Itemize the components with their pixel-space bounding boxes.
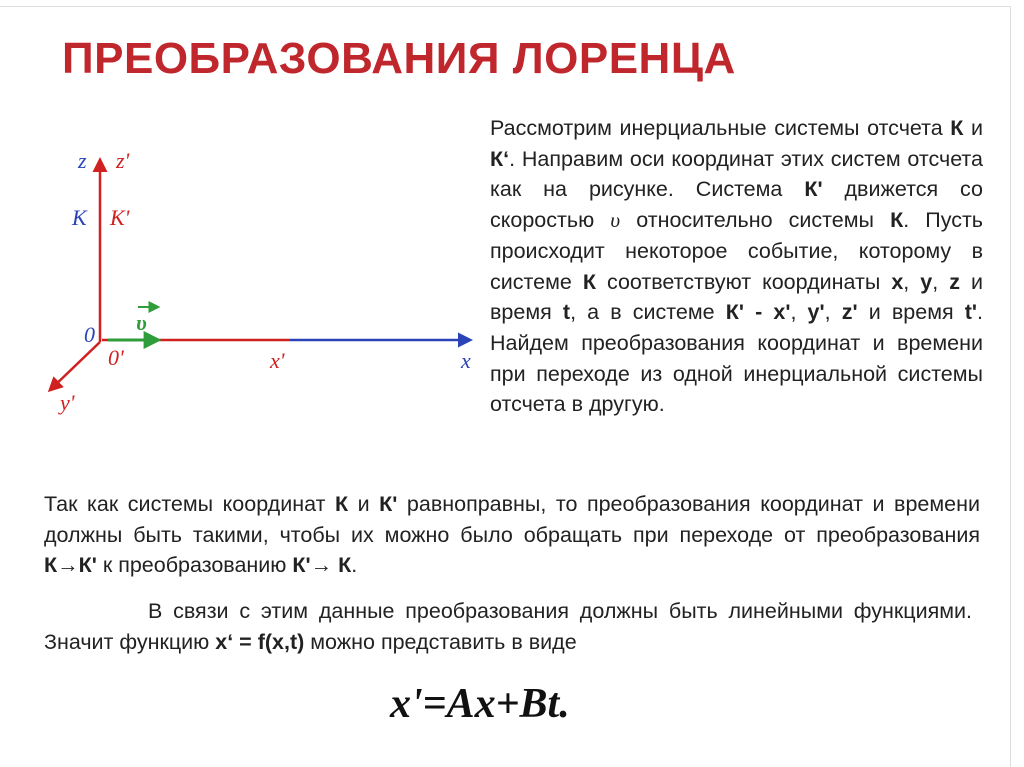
linear-formula: x'=Ax+Bt. [390,681,570,727]
intro-paragraph: Рассмотрим инерциальные системы отсчета К и К‘. Направим оси координат этих систем отсчета как на рисунке. Система К' движется со скоростью υ относительно системы К. Пусть происходит некоторое событие, которому в системе К соответствуют координаты x, y, z и время t, а в системе К' - x', y', z' и время t'. Найдем преобразования координат и времени при переходе из одной инерциальной системы отсчета в другую. [490,116,984,417]
label-K-prime: K' [110,205,130,230]
linearity-paragraph: В связи с этим данные преобразования должны быть линейными функциями. Значит функцию x‘ = f(x,t) можно представить в виде [44,599,972,654]
label-origin-prime: 0' [108,345,124,370]
label-y-prime: y' [60,390,75,415]
label-origin: 0 [84,322,95,347]
label-x: x [461,348,471,373]
coordinate-diagram [30,130,480,420]
slide-title: ПРЕОБРАЗОВАНИЯ ЛОРЕНЦА [62,34,736,83]
symmetry-paragraph: Так как системы координат К и К' равноправны, то преобразования координат и времени должны быть такими, чтобы их можно было обращать при переходе от преобразования К→К' к преобразованию К'→ К. [44,492,981,578]
label-x-prime: x' [270,348,285,373]
label-z-prime: z' [116,148,130,173]
slide-border-top [0,6,1010,7]
y-axis [50,342,100,390]
label-K: K [72,205,87,230]
slide-border-right [1010,6,1011,767]
label-z: z [78,148,87,173]
label-velocity: υ [136,310,147,335]
